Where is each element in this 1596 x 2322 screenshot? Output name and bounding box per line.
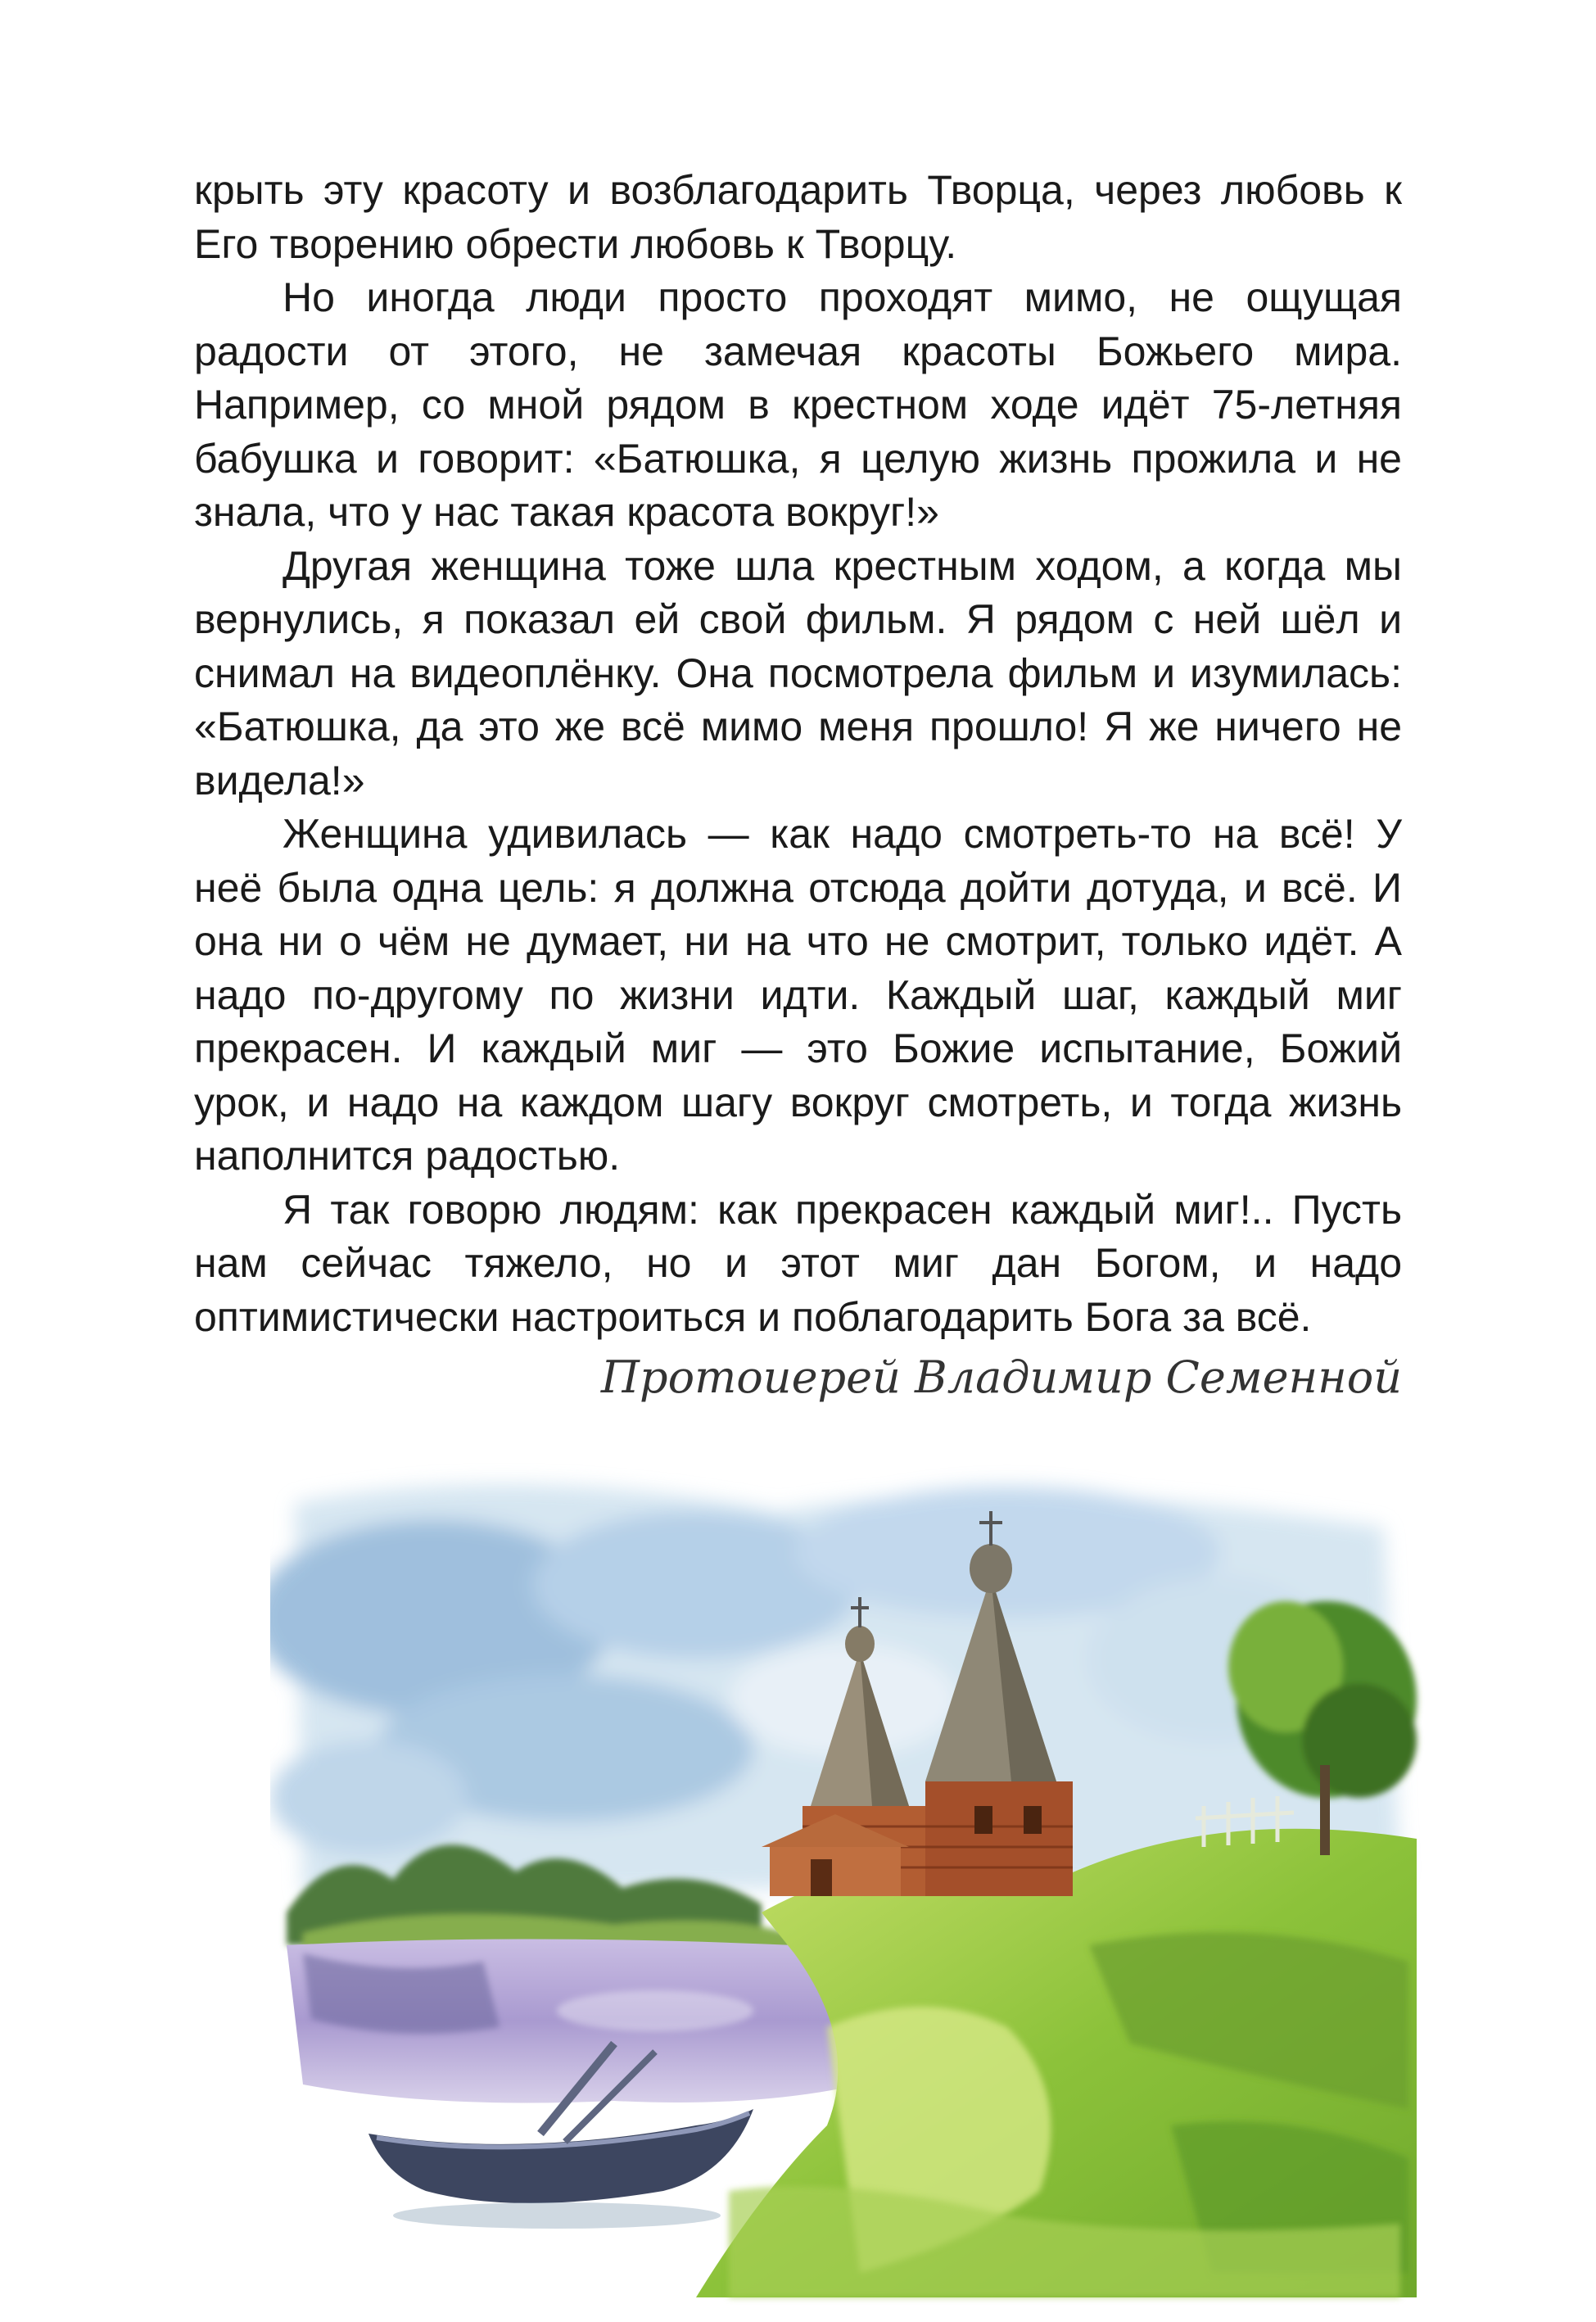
paragraph-5: Я так говорю людям: как прекрасен каждый миг!.. Пусть нам сейчас тяжело, но и этот миг дан Богом, и надо оптимистически настроиться и поблагодарить Бога за всё.	[194, 1186, 1402, 1340]
paragraph-2: Но иногда люди просто проходят мимо, не ощущая радости от этого, не замечая красоты Божьего мира. Например, со мной рядом в крестном ходе идёт 75-летняя бабушка и говорит: «Батюшка, я целую жизнь прожила и не знала, что у нас такая красота вокруг!»	[194, 274, 1402, 535]
paragraph-1: крыть эту красоту и возблагодарить Творца, через любовь к Его творению обрести любовь к Творцу.	[194, 167, 1402, 267]
paragraph-3: Другая женщина тоже шла крестным ходом, а когда мы вернулись, я показал ей свой фильм. Я рядом с ней шёл и снимал на видеоплёнку. Она посмотрела фильм и изумилась: «Батюшка, да это же всё мимо меня прошло! Я же ничего не видела!»	[194, 542, 1402, 803]
church-landscape-image	[270, 1454, 1433, 2306]
paragraph-4: Женщина удивилась — как надо смотреть-то на всё! У неё была одна цель: я должна отсюда дойти дотуда, и всё. И она ни о чём не думает, ни на что не смотрит, только идёт. А надо по-другому по жизни идти. Каждый шаг, каждый миг прекрасен. И каждый миг — это Божие испытание, Божий урок, и надо на каждом шагу вокруг смотреть, и тогда жизнь наполнится радостью.	[194, 811, 1402, 1179]
watercolor-illustration	[270, 1454, 1433, 2306]
body-text	[194, 164, 1402, 1344]
author-signature: Протоиерей Владимир Семенной	[600, 1351, 1402, 1403]
